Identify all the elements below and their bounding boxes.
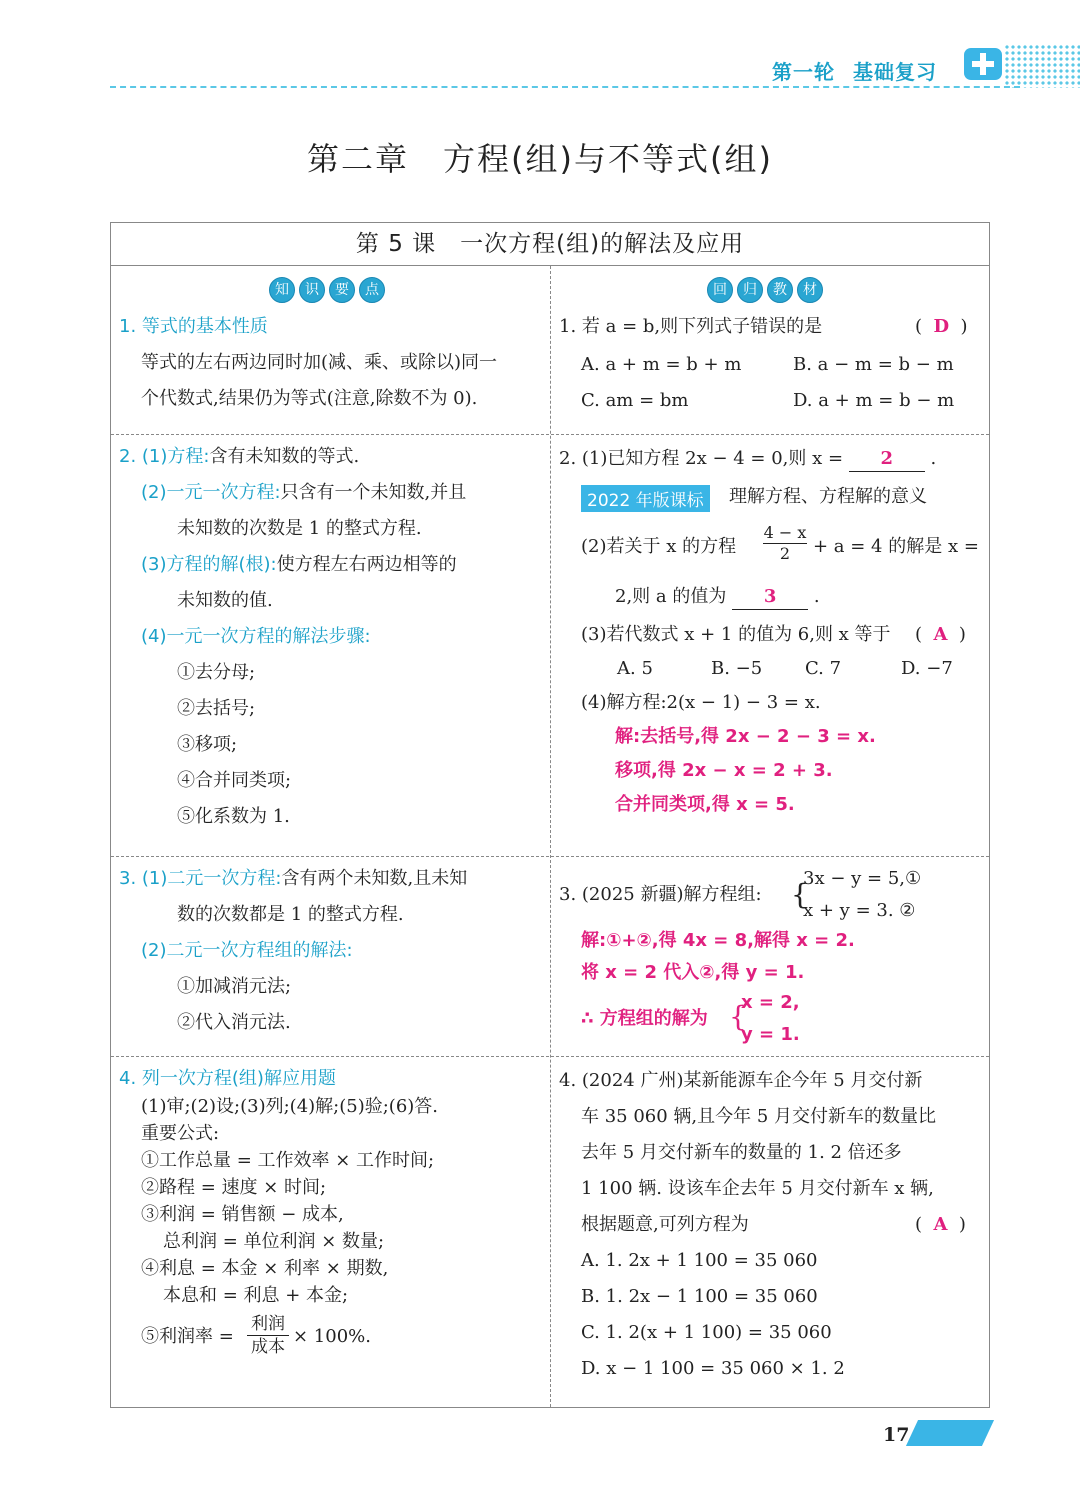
header-title <box>772 56 937 85</box>
page-number: 17 <box>883 1424 910 1446</box>
badge-char: 教 <box>767 277 793 303</box>
question-4-text: 根据题意,可列方程为 <box>581 1214 749 1235</box>
option-c: C. 7 <box>805 658 842 679</box>
step-item: ①加减消元法; <box>177 976 292 997</box>
row-divider <box>111 856 989 857</box>
step-item: ②代入消元法. <box>177 1012 291 1033</box>
option-c: C. am = bm <box>581 390 689 411</box>
lesson-table <box>110 222 990 1408</box>
badge-char: 点 <box>359 277 385 303</box>
option-b: B. a − m = b − m <box>793 354 954 375</box>
section-2-line <box>141 481 466 505</box>
solution-line: 解:①+②,得 4x = 8,解得 x = 2. <box>581 930 855 951</box>
term-label: 3. (1)二元一次方程: <box>119 868 282 889</box>
header-dashed-line <box>110 86 1020 88</box>
option-d: D. −7 <box>901 658 953 679</box>
column-divider <box>550 266 551 1407</box>
question-1-answer: D <box>933 316 950 337</box>
question-4-text: 1 100 辆. 设该车企去年 5 月交付新车 x 辆, <box>581 1178 934 1199</box>
formula: ②路程 = 速度 × 时间; <box>141 1177 327 1198</box>
fraction <box>247 1313 289 1358</box>
formula: ①工作总量 = 工作效率 × 工作时间; <box>141 1150 435 1171</box>
chapter-title: 第二章 方程(组)与不等式(组) <box>307 140 773 178</box>
badge-char: 要 <box>329 277 355 303</box>
fraction <box>763 523 807 564</box>
answer-bracket: ( A ) <box>915 624 966 645</box>
curriculum-tag-text: 理解方程、方程解的意义 <box>729 486 927 507</box>
step-item: ①去分母; <box>177 662 256 683</box>
header-dot-pattern <box>1004 44 1080 88</box>
row-divider <box>111 434 989 435</box>
option-a: A. 1. 2x + 1 100 = 35 060 <box>581 1250 818 1271</box>
brace-icon: { <box>729 1000 747 1033</box>
brand-logo-icon <box>962 46 1004 82</box>
result-line: y = 1. <box>741 1024 800 1045</box>
badge-char: 识 <box>299 277 325 303</box>
term-text: 未知数的次数是 1 的整式方程. <box>177 518 422 539</box>
option-d: D. a + m = b − m <box>793 390 955 411</box>
term-text: 只含有一个未知数,并且 <box>280 482 467 503</box>
formula: ④利息 = 本金 × 利率 × 期数, <box>141 1258 389 1279</box>
option-a: A. 5 <box>617 658 653 679</box>
solution-line: 移项,得 2x − x = 2 + 3. <box>615 760 833 781</box>
badge-char: 回 <box>707 277 733 303</box>
question-4-answer: A <box>933 1214 948 1235</box>
fraction-denominator: 2 <box>779 544 791 563</box>
term-label: (2)一元一次方程: <box>141 482 281 503</box>
header-round: 第一轮 <box>772 60 835 84</box>
lesson-title: 第 5 课 一次方程(组)的解法及应用 <box>111 223 989 266</box>
formula: × 100%. <box>293 1326 371 1347</box>
answer-bracket: ( A ) <box>915 1214 966 1235</box>
section-1-text: 个代数式,结果仍为等式(注意,除数不为 0). <box>141 388 478 409</box>
section-3-line <box>119 867 467 891</box>
term-text: 含有两个未知数,且未知 <box>281 868 468 889</box>
term-label: (2)二元一次方程组的解法: <box>141 940 353 961</box>
section-4-steps: (1)审;(2)设;(3)列;(4)解;(5)验;(6)答. <box>141 1096 439 1117</box>
option-a: A. a + m = b + m <box>581 354 742 375</box>
question-text: (4)解方程:2(x − 1) − 3 = x. <box>581 692 821 713</box>
brace-icon: { <box>791 878 809 911</box>
formula: 总利润 = 单位利润 × 数量; <box>163 1231 385 1252</box>
row-divider <box>111 1056 989 1057</box>
option-d: D. x − 1 100 = 35 060 × 1. 2 <box>581 1358 845 1379</box>
fraction-numerator: 利润 <box>247 1313 289 1336</box>
question-text: 2,则 a 的值为 <box>615 586 727 607</box>
term-text: 含有未知数的等式. <box>209 446 360 467</box>
header-review: 基础复习 <box>853 60 937 84</box>
option-c: C. 1. 2(x + 1 100) = 35 060 <box>581 1322 832 1343</box>
question-text: (2)若关于 x 的方程 <box>581 536 737 557</box>
equation-1: 3x − y = 5,① <box>803 868 922 889</box>
question-2-answer-3: A <box>933 624 948 645</box>
step-item: ④合并同类项; <box>177 770 292 791</box>
question-text: + a = 4 的解是 x = <box>813 536 979 557</box>
badge-char: 知 <box>269 277 295 303</box>
formula: 本息和 = 利息 + 本金; <box>163 1285 349 1306</box>
term-label: 2. (1)方程: <box>119 446 210 467</box>
section-4-title: 4. 列一次方程(组)解应用题 <box>119 1068 336 1089</box>
section-1-text: 等式的左右两边同时加(减、乘、或除以)同一 <box>141 352 498 373</box>
equation-2: x + y = 3. ② <box>803 900 916 921</box>
term-text: 未知数的值. <box>177 590 273 611</box>
term-text: 数的次数都是 1 的整式方程. <box>177 904 404 925</box>
textbook-review-badge <box>707 277 823 303</box>
solution-line: 将 x = 2 代入②,得 y = 1. <box>581 962 805 983</box>
fraction-numerator: 4 − x <box>763 523 807 542</box>
question-4-text: 车 35 060 辆,且今年 5 月交付新车的数量比 <box>581 1106 937 1127</box>
question-3-stem: 3. (2025 新疆)解方程组: <box>559 884 762 905</box>
term-label: (4)一元一次方程的解法步骤: <box>141 626 371 647</box>
badge-char: 材 <box>797 277 823 303</box>
question-4-text: 去年 5 月交付新车的数量的 1. 2 倍还多 <box>581 1142 902 1163</box>
question-1-stem: 1. 若 a = b,则下列式子错误的是 <box>559 316 823 337</box>
step-item: ③移项; <box>177 734 238 755</box>
step-item: ②去括号; <box>177 698 256 719</box>
question-2-answer-2: 3 <box>732 585 808 610</box>
formula: ③利润 = 销售额 − 成本, <box>141 1204 344 1225</box>
term-text: 使方程左右两边相等的 <box>276 554 457 575</box>
question-2-part-2: 2,则 a 的值为 3 . <box>615 585 820 610</box>
option-b: B. −5 <box>711 658 763 679</box>
question-2-part-1: 2. (1)已知方程 2x − 4 = 0,则 x = 2 . <box>559 447 936 472</box>
question-4-text: 4. (2024 广州)某新能源车企今年 5 月交付新 <box>559 1070 923 1091</box>
answer-bracket: ( D ) <box>915 316 968 337</box>
solution-line: 解:去括号,得 2x − 2 − 3 = x. <box>615 726 876 747</box>
step-item: ⑤化系数为 1. <box>177 806 290 827</box>
question-2-answer-1: 2 <box>849 447 925 472</box>
formula-title: 重要公式: <box>141 1123 220 1144</box>
fraction-denominator: 成本 <box>251 1337 285 1357</box>
result-line: x = 2, <box>741 992 800 1013</box>
question-text: (3)若代数式 x + 1 的值为 6,则 x 等于 <box>581 624 891 645</box>
solution-line: 合并同类项,得 x = 5. <box>615 794 795 815</box>
term-label: (3)方程的解(根): <box>141 554 277 575</box>
badge-char: 归 <box>737 277 763 303</box>
curriculum-tag: 2022 年版课标 <box>581 485 710 512</box>
option-b: B. 1. 2x − 1 100 = 35 060 <box>581 1286 818 1307</box>
section-1-title: 1. 等式的基本性质 <box>119 316 268 337</box>
knowledge-points-badge <box>269 277 385 303</box>
question-text: 2. (1)已知方程 2x − 4 = 0,则 x = <box>559 448 844 469</box>
section-2-line <box>141 553 457 577</box>
formula: ⑤利润率 = <box>141 1326 234 1347</box>
page-tab-decoration <box>906 1420 994 1446</box>
solution-line: ∴ 方程组的解为 <box>581 1008 708 1029</box>
section-2-line <box>119 445 359 469</box>
